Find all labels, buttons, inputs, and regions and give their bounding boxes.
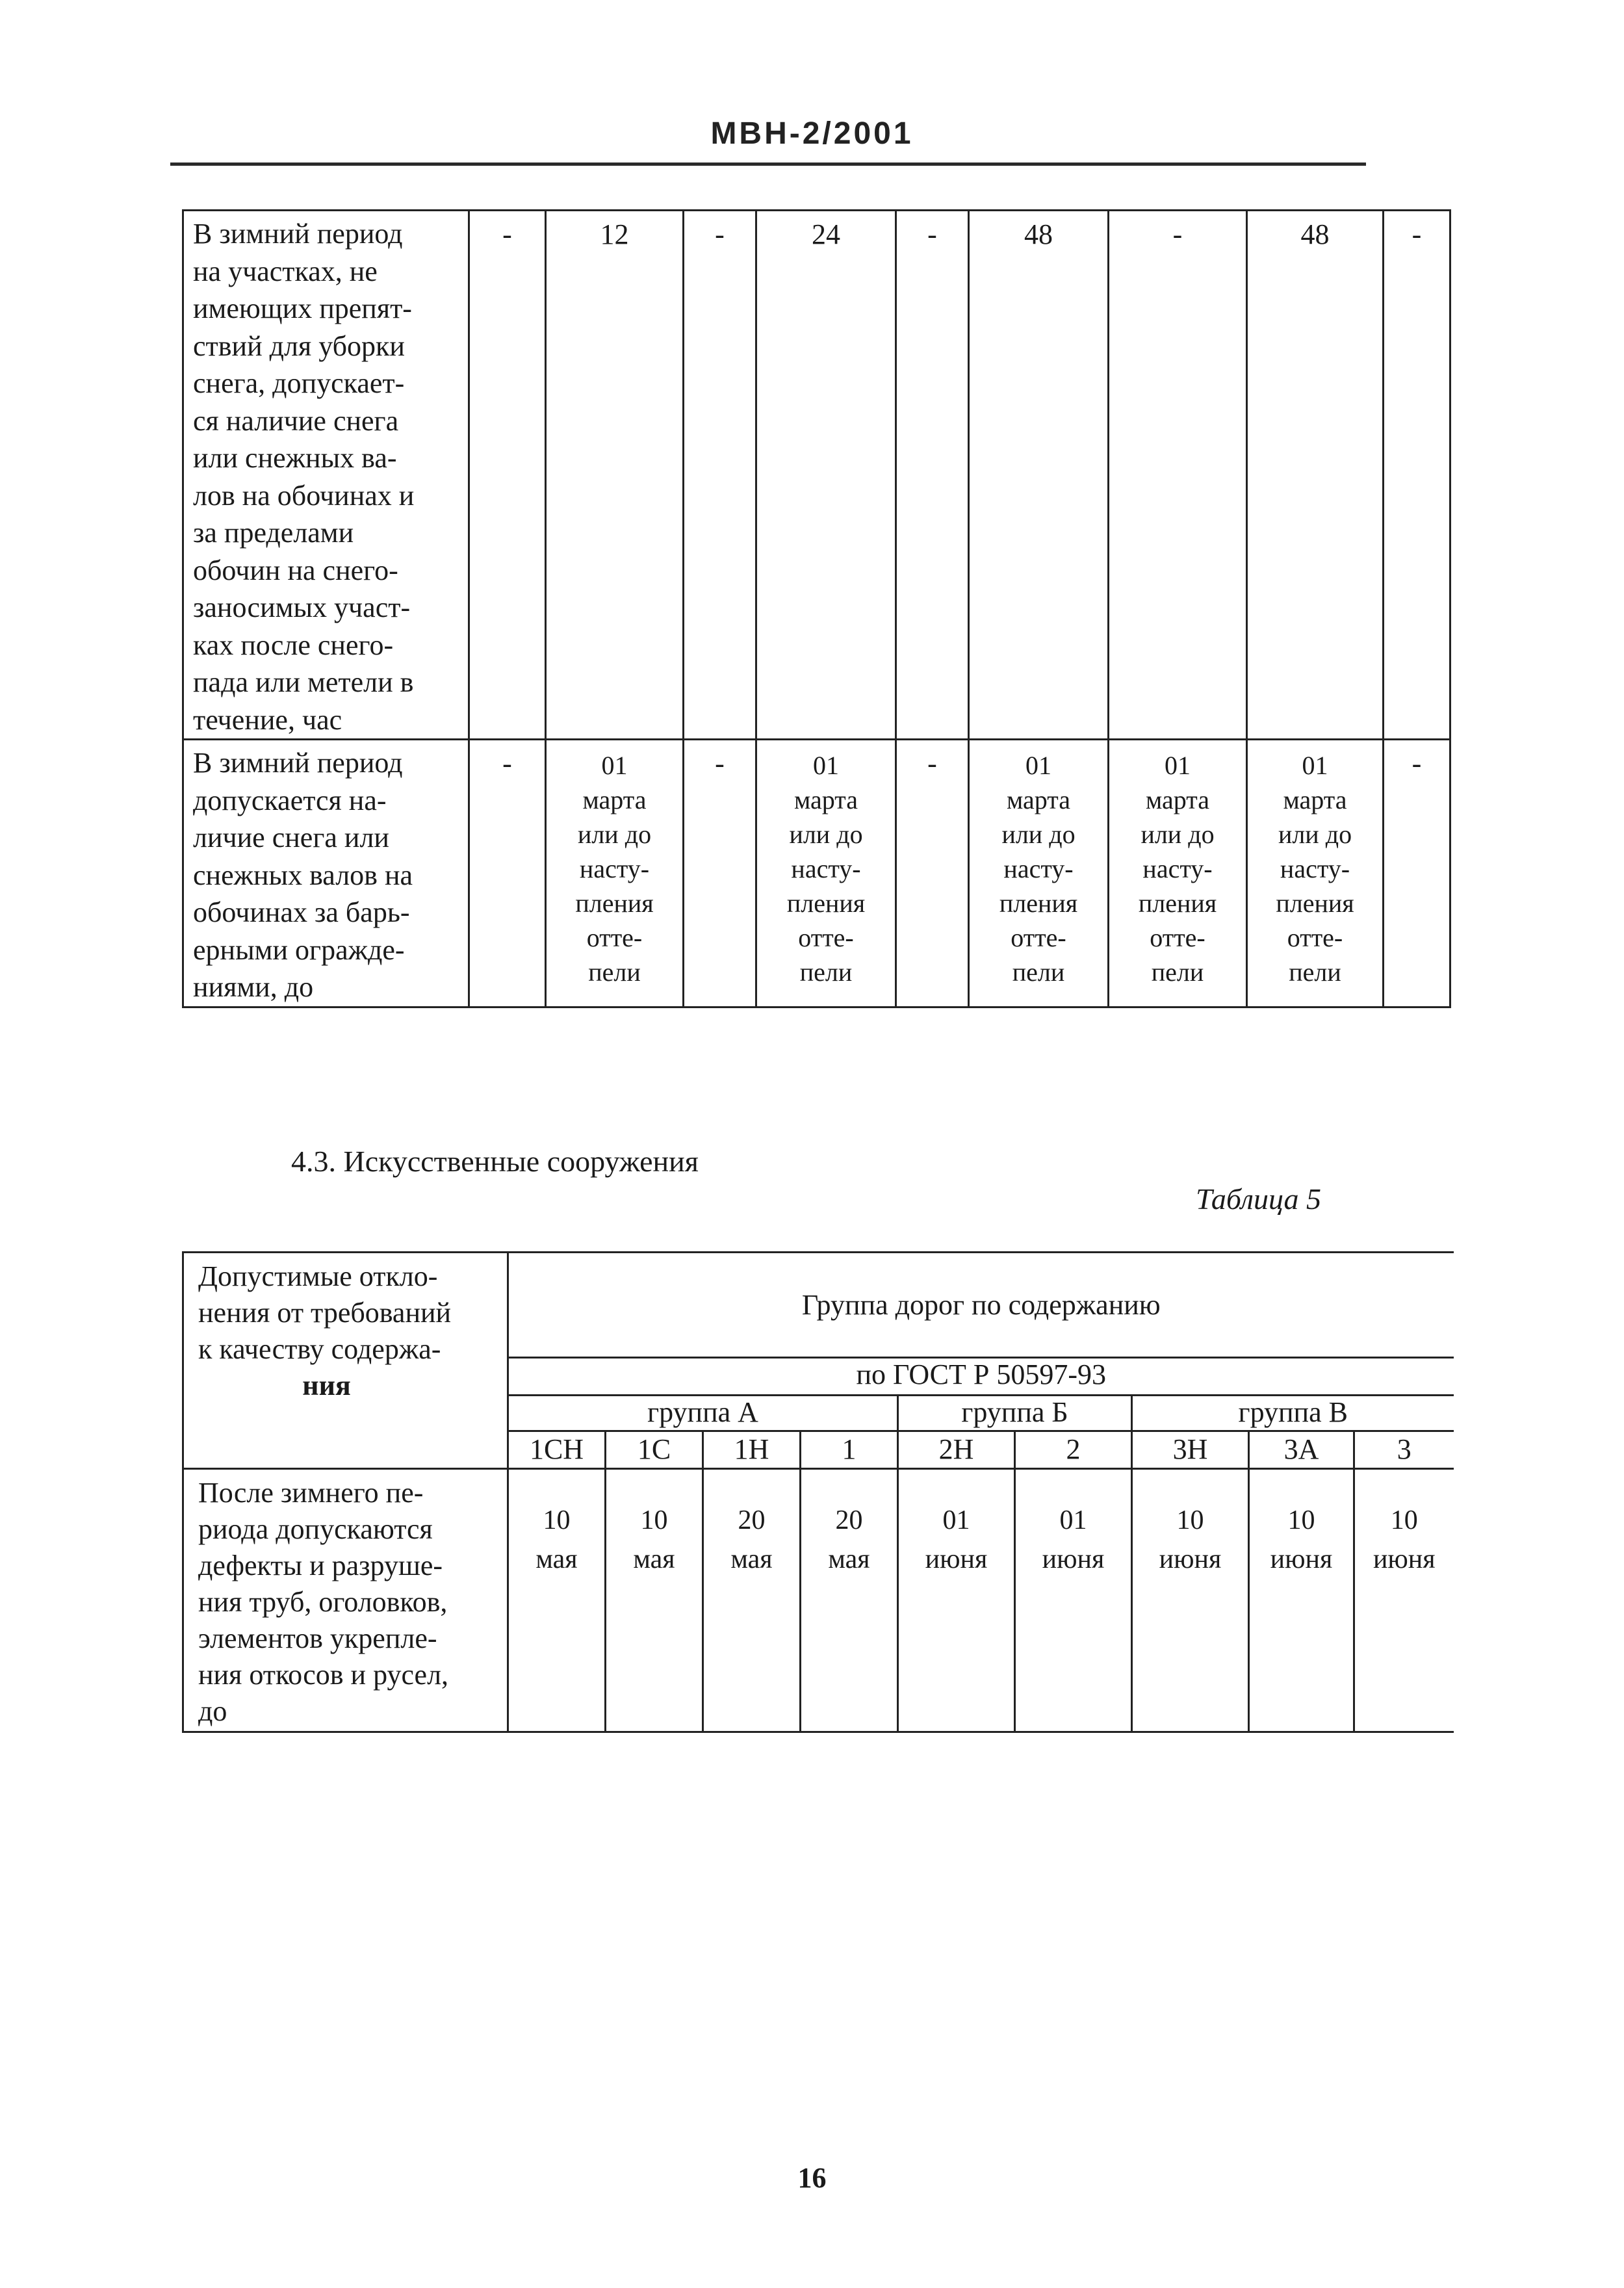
table-cell: 01 июня [1015, 1469, 1132, 1732]
table-cell: 20 мая [801, 1469, 898, 1732]
standard-label: по ГОСТ Р 50597-93 [508, 1358, 1454, 1396]
table-cell: - [684, 211, 756, 740]
table-cell: 01 марта или до насту- пления отте- пели [969, 740, 1109, 1008]
table-cell: 01 июня [898, 1469, 1015, 1732]
code-cell: 1Н [703, 1431, 801, 1469]
table-cell: - [1384, 740, 1450, 1008]
code-cell: 1СН [508, 1431, 606, 1469]
table-cell: 10 мая [606, 1469, 703, 1732]
table-header-row [183, 1253, 1454, 1358]
code-cell: 3Н [1132, 1431, 1249, 1469]
document-code: МВН-2/2001 [710, 116, 914, 151]
row-label: После зимнего пе- риода допускаются дефекты и разруше- ния труб, оголовков, элементов укрепле- ния откосов и русел, до [183, 1469, 508, 1732]
table-cell: 48 [969, 211, 1109, 740]
table-cell: 10 июня [1132, 1469, 1249, 1732]
group-a-label: группа А [508, 1396, 898, 1431]
table-cell: - [469, 211, 546, 740]
table-cell: 01 марта или до насту- пления отте- пели [756, 740, 896, 1008]
table-row [183, 1469, 1454, 1732]
group-b-label: группа Б [898, 1396, 1132, 1431]
group-v-label: группа В [1132, 1396, 1454, 1431]
table-cell: - [469, 740, 546, 1008]
page-number: 16 [797, 2162, 827, 2194]
code-cell: 2Н [898, 1431, 1015, 1469]
table-cell: 01 марта или до насту- пления отте- пели [1247, 740, 1384, 1008]
table-cell: - [684, 740, 756, 1008]
table-cell: 01 марта или до насту- пления отте- пели [546, 740, 684, 1008]
table-row [183, 211, 1450, 740]
table-cell: 10 июня [1249, 1469, 1354, 1732]
code-cell: 1С [606, 1431, 703, 1469]
table-caption: Таблица 5 [1196, 1182, 1322, 1216]
table-cell: 12 [546, 211, 684, 740]
table-cell: 10 мая [508, 1469, 606, 1732]
table-cell: - [896, 211, 969, 740]
table-cell: - [1384, 211, 1450, 740]
table-cell: 20 мая [703, 1469, 801, 1732]
winter-maintenance-table [182, 209, 1451, 1008]
section-title: 4.3. Искусственные сооружения [291, 1145, 699, 1178]
header-rule [170, 162, 1366, 166]
table-cell: 01 марта или до насту- пления отте- пели [1109, 740, 1247, 1008]
table-cell: - [896, 740, 969, 1008]
group-title: Группа дорог по содержанию [508, 1253, 1454, 1358]
code-cell: 3 [1354, 1431, 1454, 1469]
structures-table [182, 1251, 1454, 1733]
code-cell: 3А [1249, 1431, 1354, 1469]
code-cell: 2 [1015, 1431, 1132, 1469]
row-header: Допустимые откло- нения от требований к качеству содержа- ния [183, 1253, 508, 1469]
row-label: В зимний период допускается на- личие снега или снежных валов на обочинах за барь- ерными огражде- ниями, до [183, 740, 469, 1008]
table-cell: - [1109, 211, 1247, 740]
table-cell: 24 [756, 211, 896, 740]
code-cell: 1 [801, 1431, 898, 1469]
table-row [183, 740, 1450, 1008]
table-cell: 10 июня [1354, 1469, 1454, 1732]
row-label: В зимний период на участках, не имеющих препят- ствий для уборки снега, допускает- ся наличие снега или снежных ва- лов на обочинах и за пределами обочин на снего- заносимых участ- ках после снего- пада или метели в течение, час [183, 211, 469, 740]
table-cell: 48 [1247, 211, 1384, 740]
